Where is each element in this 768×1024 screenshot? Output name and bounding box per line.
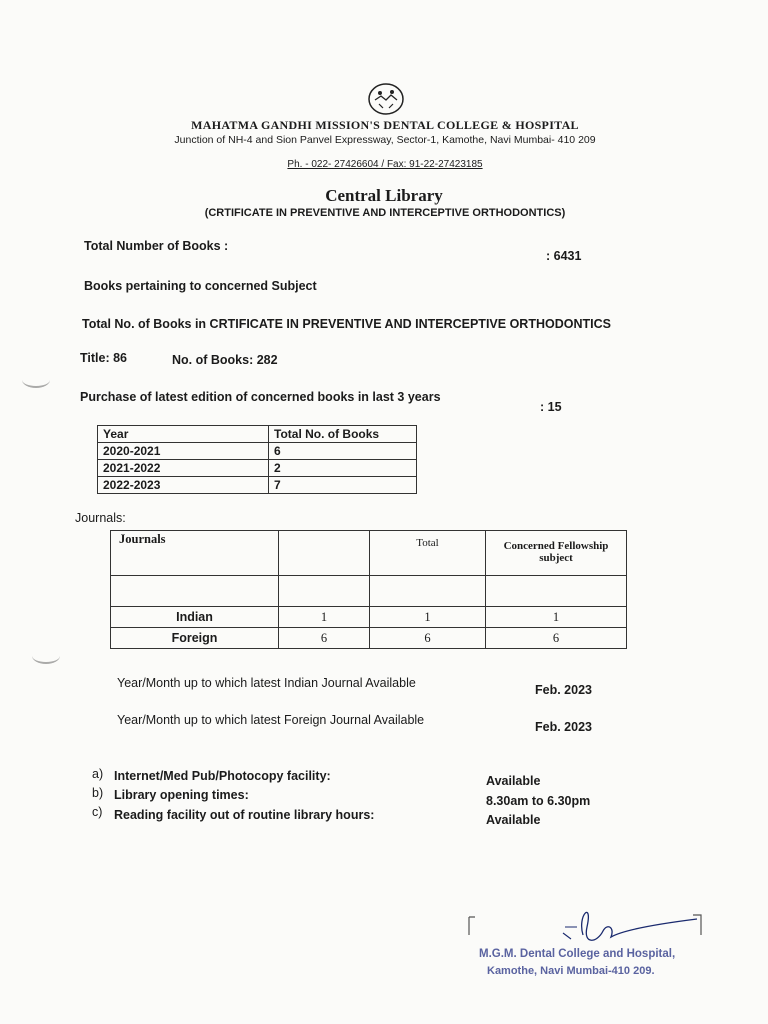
table-header-cell: Total [370,531,486,576]
table-row [98,477,417,494]
facility-value: Available [486,813,541,827]
table-header-cell [279,531,370,576]
table-cell: 2021-2022 [98,460,269,477]
table-row [111,607,627,628]
total-in-course-label: Total No. of Books in CRTIFICATE IN PREVENTIVE AND INTERCEPTIVE ORTHODONTICS [82,317,611,331]
facility-marker: a) [92,767,104,781]
institution-name: MAHATMA GANDHI MISSION'S DENTAL COLLEGE & HOSPITAL [191,118,579,132]
page-title: Central Library [325,186,443,205]
table-cell: Foreign [111,628,279,649]
page-subtitle: (CRTIFICATE IN PREVENTIVE AND INTERCEPTIVE ORTHODONTICS) [204,207,566,219]
table-cell: 7 [269,477,417,494]
purchase-label: Purchase of latest edition of concerned books in last 3 years [80,390,441,404]
institution-phone: Ph. - 022- 27426604 / Fax: 91-22-27423185 [287,159,483,170]
title-count: Title: 86 [80,351,128,365]
table-cell: 2022-2023 [98,477,269,494]
books-per-year-table [97,425,417,494]
table-row [111,628,627,649]
table-row [111,576,627,607]
stamp-line-2: Kamothe, Navi Mumbai-410 209. [487,965,655,977]
facility-label: Internet/Med Pub/Photocopy facility: [114,769,331,783]
facility-label: Reading facility out of routine library hours: [114,808,375,822]
table-header-row [111,531,627,576]
punch-hole-mark [22,372,50,388]
table-header-cell: Concerned Fellowship subject [486,531,627,576]
table-cell: 1 [279,607,370,628]
stamp-line-1: M.G.M. Dental College and Hospital, [479,948,676,960]
institution-logo-icon [367,82,405,116]
table-header-cell: Year [98,426,269,443]
facility-marker: b) [92,786,104,800]
facility-label: Library opening times: [114,788,249,802]
facility-marker: c) [92,805,103,819]
table-header-cell: Journals [111,531,279,576]
table-cell: 6 [279,628,370,649]
table-cell: 2020-2021 [98,443,269,460]
table-cell: 2 [269,460,417,477]
punch-hole-mark [32,648,60,664]
table-cell: 6 [370,628,486,649]
purchase-value: : 15 [540,400,562,414]
indian-journal-value: Feb. 2023 [535,683,592,697]
books-count: No. of Books: 282 [172,353,278,367]
table-cell: Indian [111,607,279,628]
indian-journal-label: Year/Month up to which latest Indian Journal Available [117,676,416,690]
table-cell: 6 [269,443,417,460]
table-cell: 1 [486,607,627,628]
foreign-journal-value: Feb. 2023 [535,720,592,734]
books-subject-label: Books pertaining to concerned Subject [84,279,317,293]
journals-table [110,530,627,649]
table-cell: 6 [486,628,627,649]
facility-value: Available [486,774,541,788]
facility-value: 8.30am to 6.30pm [486,794,591,808]
institution-address: Junction of NH-4 and Sion Panvel Expressway, Sector-1, Kamothe, Navi Mumbai- 410 209 [174,134,596,146]
official-stamp [465,905,705,1000]
table-row [98,443,417,460]
table-header-cell: Total No. of Books [269,426,417,443]
total-books-value: : 6431 [546,249,582,263]
journals-label: Journals: [75,511,126,525]
table-cell: 1 [370,607,486,628]
total-books-label: Total Number of Books : [84,239,229,253]
table-row [98,460,417,477]
table-header-row [98,426,417,443]
foreign-journal-label: Year/Month up to which latest Foreign Journal Available [117,713,425,727]
